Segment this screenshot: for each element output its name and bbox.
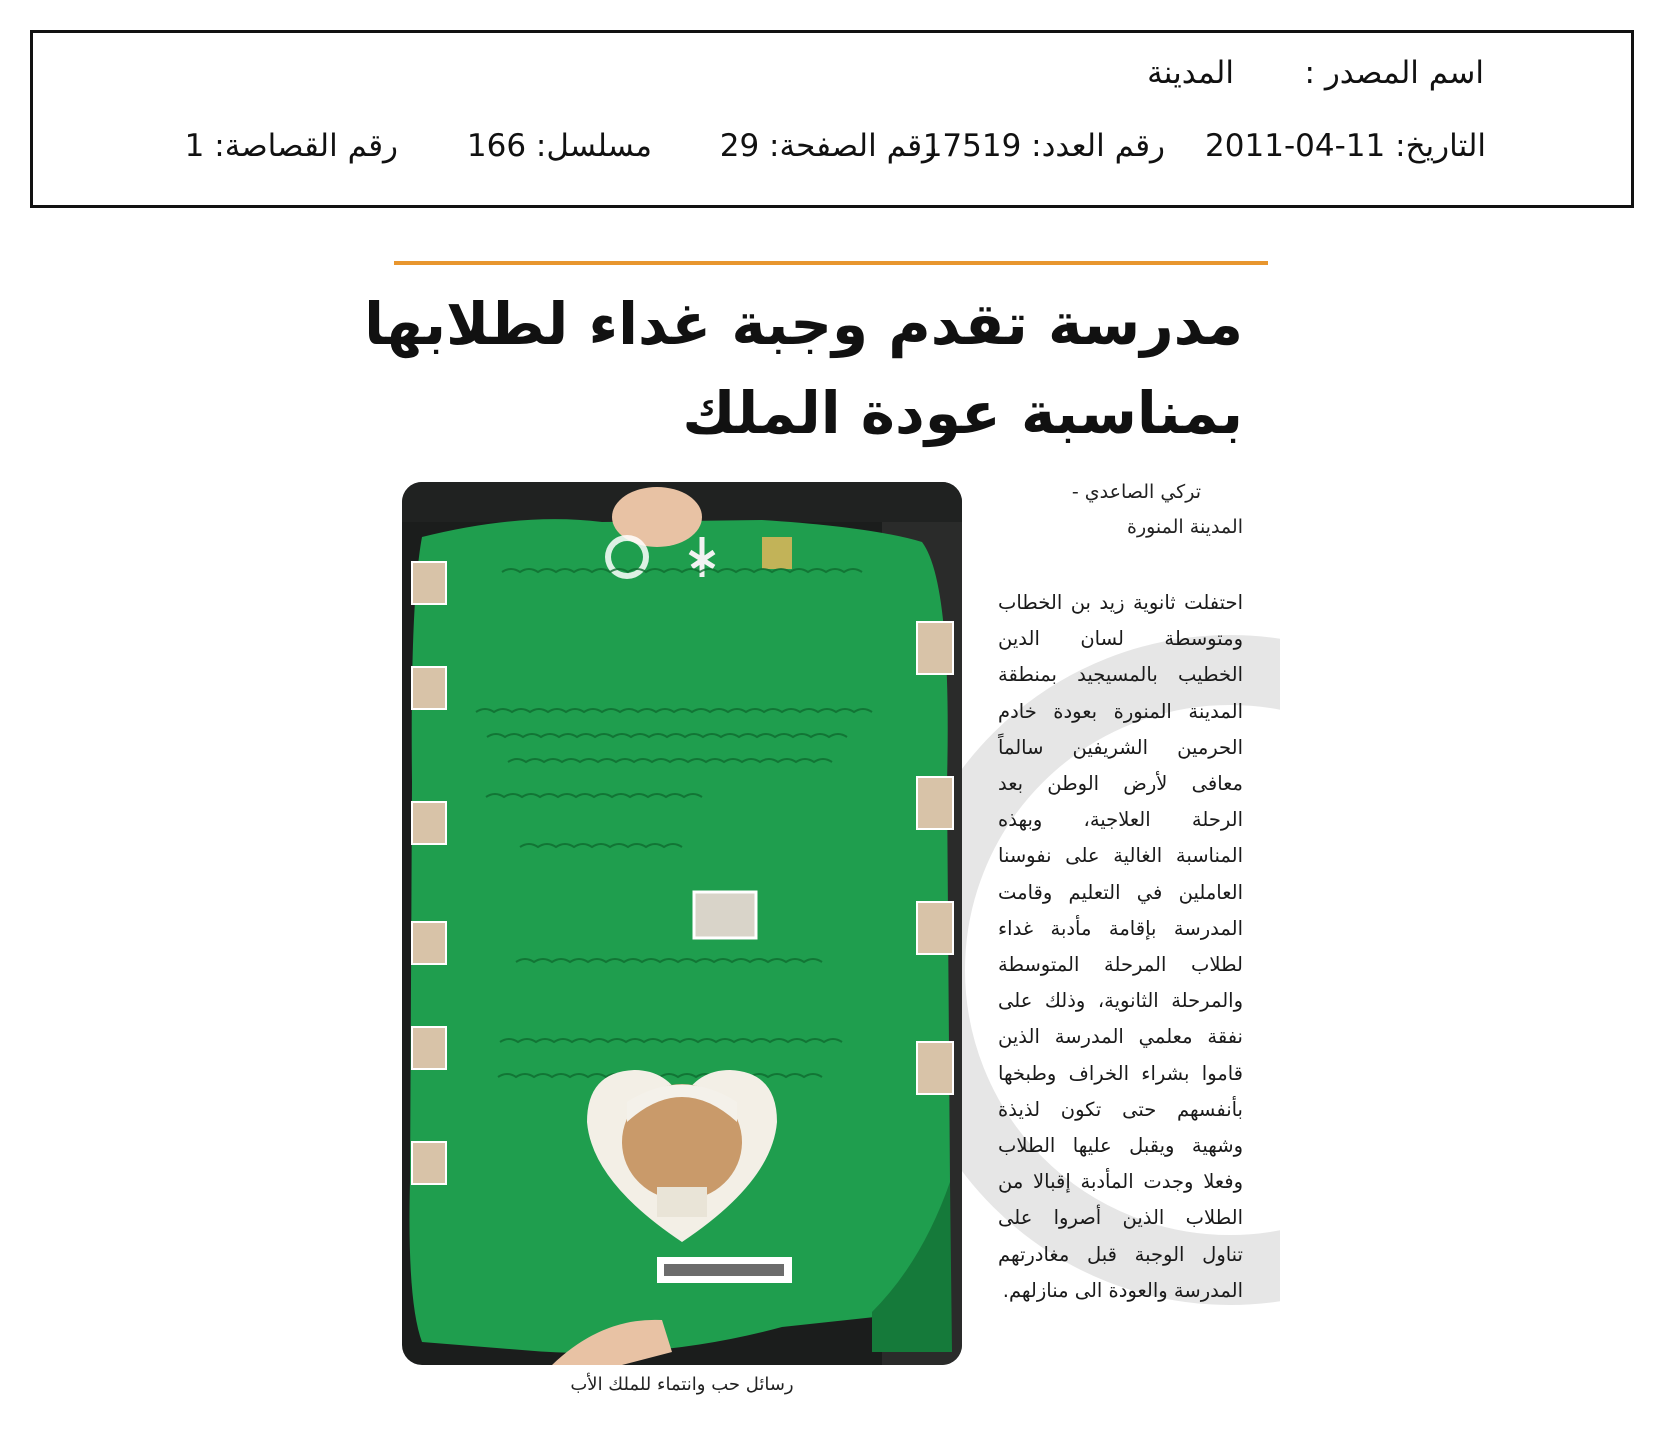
article-headline-line-1: مدرسة تقدم وجبة غداء لطلابها bbox=[364, 290, 1243, 358]
portrait-sticker bbox=[917, 1042, 953, 1094]
page-number-field: رقم الصفحة: 29 bbox=[719, 128, 937, 164]
portrait-sticker bbox=[917, 777, 953, 829]
photo-caption: رسائل حب وانتماء للملك الأب bbox=[570, 1374, 794, 1395]
portrait-sticker bbox=[412, 667, 446, 709]
portrait-sticker bbox=[412, 922, 446, 964]
portrait-sticker bbox=[412, 562, 446, 604]
byline-location: المدينة المنورة bbox=[1126, 516, 1243, 538]
date-field: التاريخ: 11-04-2011 bbox=[1205, 128, 1486, 164]
article-headline-line-2: بمناسبة عودة الملك bbox=[682, 379, 1243, 447]
issue-number-field: رقم العدد: 17519 bbox=[922, 128, 1165, 164]
byline-author: تركي الصاعدي - bbox=[1071, 481, 1201, 503]
center-photo bbox=[694, 892, 756, 938]
source-value: المدينة bbox=[1147, 55, 1234, 91]
source-label: اسم المصدر : bbox=[1304, 55, 1484, 91]
portrait-sticker bbox=[412, 1142, 446, 1184]
article-photo bbox=[402, 482, 962, 1365]
emblem-gold bbox=[762, 537, 792, 569]
portrait-sticker bbox=[412, 802, 446, 844]
serial-field: مسلسل: 166 bbox=[466, 128, 652, 164]
clip-number-field: رقم القصاصة: 1 bbox=[184, 128, 398, 164]
portrait-sticker bbox=[917, 622, 953, 674]
article-body: احتفلت ثانوية زيد بن الخطاب ومتوسطة لسان الدين الخطيب بالمسيجيد بمنطقة المدينة المنورة بعودة خادم الحرمين الشريفين سالماً معافى لأرض الوطن بعد الرحلة العلاجية، وبهذه المناسبة الغالية على نفوسنا العاملين في التعليم وقامت المدرسة بإقامة مأدبة غداء لطلاب المرحلة المتوسطة والمرحلة الثانوية، وذلك على نفقة معلمي المدرسة الذين قاموا بشراء الخراف وطبخها بأنفسهم حتى تكون لذيذة وشهية ويقبل عليها الطلاب وفعلا وجدت المأدبة إقبالا من الطلاب الذين أصروا على تناول الوجبة قبل مغادرتهم المدرسة والعودة الى منازلهم. bbox=[998, 591, 1243, 1302]
portrait-sticker bbox=[917, 902, 953, 954]
headline-rule bbox=[394, 261, 1268, 265]
portrait-sticker bbox=[412, 1027, 446, 1069]
